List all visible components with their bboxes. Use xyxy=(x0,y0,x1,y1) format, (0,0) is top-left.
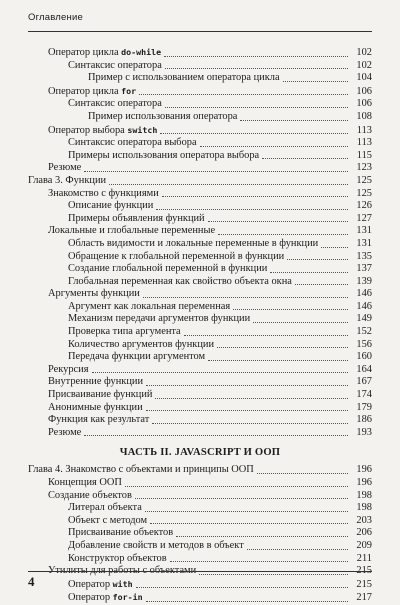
toc-entry-title xyxy=(48,162,81,175)
dot-leader xyxy=(200,146,348,147)
toc-entry-title xyxy=(68,213,205,226)
dot-leader xyxy=(156,209,348,210)
toc-entry-title xyxy=(68,60,162,73)
toc-entry-text: Обращение к глобальной переменной в функции xyxy=(68,250,285,262)
toc-entry-text: Утилиты для работы с объектами xyxy=(48,565,197,577)
toc-entry-title xyxy=(68,578,133,592)
toc-entry xyxy=(28,188,372,201)
toc-entry xyxy=(28,389,372,402)
toc-entry xyxy=(28,326,372,339)
toc-entry-page: 167 xyxy=(356,376,372,388)
toc-entry-page: 113 xyxy=(356,137,372,149)
toc-entry-text: Внутренние функции xyxy=(48,376,144,388)
toc-entry-text: Создание объектов xyxy=(48,489,132,501)
toc-group-part-2 xyxy=(28,464,372,605)
toc-entry-title xyxy=(48,477,122,490)
dot-leader xyxy=(136,587,348,588)
dot-leader xyxy=(262,158,348,159)
toc-entry xyxy=(28,124,372,138)
dot-leader xyxy=(184,335,348,336)
toc-entry xyxy=(28,225,372,238)
toc-entry xyxy=(28,553,372,566)
dot-leader xyxy=(146,385,348,386)
toc-entry-code: switch xyxy=(127,124,158,135)
toc-entry-text: Концепция ООП xyxy=(48,477,122,488)
toc-entry-page: 174 xyxy=(356,389,372,401)
dot-leader xyxy=(240,120,348,121)
toc-entry-text: Оператор цикла xyxy=(48,85,122,97)
toc-entry-text: Локальные и глобальные переменные xyxy=(48,225,216,237)
toc-entry-text: Присваивание объектов xyxy=(68,527,174,539)
dot-leader xyxy=(283,81,348,82)
toc-entry xyxy=(28,72,372,85)
dot-leader xyxy=(287,259,348,260)
toc-entry-text: Резюме xyxy=(48,162,82,174)
toc-entry-title xyxy=(48,389,152,402)
toc-entry-page: 186 xyxy=(356,414,372,426)
toc-entry xyxy=(28,60,372,73)
toc-entry-title xyxy=(28,175,106,188)
toc-entry-page: 203 xyxy=(356,514,372,526)
toc-entry-page: 160 xyxy=(356,351,372,363)
dot-leader xyxy=(253,322,348,323)
toc-entry-text: Глава 3. Функции xyxy=(28,174,107,186)
toc-entry-code: with xyxy=(112,578,133,589)
toc-entry xyxy=(28,111,372,124)
footer-divider xyxy=(28,571,372,572)
toc-entry-title xyxy=(68,540,244,553)
toc-entry-code: for-in xyxy=(112,592,143,603)
toc-entry-text: Пример с использованием оператора цикла xyxy=(88,72,280,84)
toc-entry xyxy=(28,414,372,427)
dot-leader xyxy=(199,574,348,575)
toc-entry-text: Область видимости и локальные переменные в функции xyxy=(68,237,319,249)
toc-entry-text: Синтаксис оператора xyxy=(68,59,162,71)
toc-entry-page: 206 xyxy=(356,527,372,539)
toc-entry-page: 217 xyxy=(356,592,372,604)
toc-entry xyxy=(28,251,372,264)
toc-entry xyxy=(28,213,372,226)
toc-entry xyxy=(28,527,372,540)
toc-entry-page: 131 xyxy=(356,237,372,249)
toc-entry xyxy=(28,46,372,60)
toc-entry xyxy=(28,427,372,440)
toc-entry xyxy=(28,276,372,289)
toc-entry-title xyxy=(68,251,284,264)
toc-entry-text: Механизм передачи аргументов функции xyxy=(68,313,251,325)
toc-entry xyxy=(28,490,372,503)
dot-leader xyxy=(152,423,348,424)
running-header: Оглавление xyxy=(28,12,83,23)
toc-entry-page: 156 xyxy=(356,338,372,350)
toc-entry-title xyxy=(48,46,161,60)
toc-entry-title xyxy=(68,591,143,605)
toc-entry-title xyxy=(68,238,318,251)
toc-entry-page: 125 xyxy=(356,187,372,199)
toc-group-part-1 xyxy=(28,46,372,439)
toc-entry-page: 139 xyxy=(356,275,372,287)
toc-entry-page: 104 xyxy=(356,72,372,84)
toc-entry xyxy=(28,301,372,314)
toc-entry-title xyxy=(28,464,254,477)
page-number: 4 xyxy=(28,574,35,589)
toc-entry xyxy=(28,137,372,150)
toc-entry-text: Количество аргументов функции xyxy=(68,338,215,350)
dot-leader xyxy=(165,68,348,69)
dot-leader xyxy=(146,601,348,602)
toc-entry-page: 215 xyxy=(356,578,372,590)
toc-entry-page: 209 xyxy=(356,539,372,551)
toc-entry xyxy=(28,477,372,490)
toc-entry-text: Резюме xyxy=(48,426,82,438)
toc-entry-page: 146 xyxy=(356,300,372,312)
toc-entry-page: 102 xyxy=(356,59,372,71)
toc-entry xyxy=(28,162,372,175)
toc-entry-page: 198 xyxy=(356,489,372,501)
toc-entry-page: 215 xyxy=(356,565,372,577)
dot-leader xyxy=(139,94,348,95)
toc-entry-title xyxy=(68,502,142,515)
part-title: ЧАСТЬ II. JAVASCRIPT И ООП xyxy=(119,447,281,459)
dot-leader xyxy=(109,184,348,185)
toc-entry-page: 123 xyxy=(356,162,372,174)
toc-entry xyxy=(28,288,372,301)
toc-entry xyxy=(28,238,372,251)
dot-leader xyxy=(208,360,348,361)
dot-leader xyxy=(165,107,348,108)
toc-entry-page: 106 xyxy=(356,85,372,97)
dot-leader xyxy=(145,511,348,512)
dot-leader xyxy=(162,196,348,197)
toc-entry-title xyxy=(68,150,259,163)
dot-leader xyxy=(321,247,348,248)
toc-entry-text: Знакомство с функциями xyxy=(48,187,159,199)
toc-entry-page: 115 xyxy=(356,149,372,161)
toc-entry xyxy=(28,85,372,99)
dot-leader xyxy=(146,410,348,411)
toc-entry-title xyxy=(68,515,147,528)
toc-entry-page: 125 xyxy=(356,174,372,186)
dot-leader xyxy=(217,347,348,348)
dot-leader xyxy=(295,284,348,285)
toc-entry-title xyxy=(48,225,215,238)
dot-leader xyxy=(270,272,348,273)
dot-leader xyxy=(160,133,348,134)
toc-entry-text: Аргументы функции xyxy=(48,288,140,300)
toc-entry-page: 113 xyxy=(356,124,372,136)
toc-entry-text: Описание функции xyxy=(68,200,154,212)
toc-entry-title xyxy=(88,72,280,85)
toc-entry-text: Примеры объявления функций xyxy=(68,212,205,224)
dot-leader xyxy=(208,221,348,222)
toc-entry-title xyxy=(68,98,162,111)
toc-entry-page: 146 xyxy=(356,288,372,300)
toc-entry-title xyxy=(68,326,181,339)
toc-entry-text: Рекурсия xyxy=(48,363,89,375)
toc-entry-title xyxy=(68,553,167,566)
toc-entry-page: 196 xyxy=(356,464,372,476)
toc-entry-page: 108 xyxy=(356,110,372,122)
dot-leader xyxy=(135,498,348,499)
toc-entry-page: 149 xyxy=(356,313,372,325)
toc-entry-title xyxy=(48,124,157,138)
toc-entry xyxy=(28,402,372,415)
toc-entry-title xyxy=(48,402,143,415)
toc-entry xyxy=(28,540,372,553)
toc-entry-title xyxy=(68,527,173,540)
dot-leader xyxy=(218,234,348,235)
toc-entry xyxy=(28,515,372,528)
toc-entry-code: do-while xyxy=(121,47,162,57)
dot-leader xyxy=(233,309,348,310)
toc-entry-text: Оператор xyxy=(68,592,113,604)
toc-entry-text: Оператор выбора xyxy=(48,124,128,136)
toc-entry xyxy=(28,263,372,276)
toc-entry-title xyxy=(68,301,230,314)
dot-leader xyxy=(247,549,348,550)
toc-entry-page: 127 xyxy=(356,212,372,224)
toc-entry-text: Проверка типа аргумента xyxy=(68,326,181,338)
toc-entry xyxy=(28,502,372,515)
dot-leader xyxy=(155,398,348,399)
toc-entry-page: 135 xyxy=(356,250,372,262)
toc-entry-text: Глава 4. Знакомство с объектами и принципы ООП xyxy=(28,464,254,476)
toc-entry-title xyxy=(48,85,136,99)
toc-entry-text: Синтаксис оператора выбора xyxy=(68,137,197,149)
toc-entry xyxy=(28,464,372,477)
toc-entry-title xyxy=(48,188,159,201)
dot-leader xyxy=(84,171,348,172)
toc-entry-page: 106 xyxy=(356,98,372,110)
toc-entry-title xyxy=(48,364,89,377)
toc-entry-text: Синтаксис оператора xyxy=(68,98,162,110)
toc-entry-text: Оператор xyxy=(68,578,113,590)
toc-entry-page: 179 xyxy=(356,401,372,413)
toc-entry-title xyxy=(68,276,292,289)
header-divider xyxy=(28,31,372,32)
toc-entry xyxy=(28,578,372,592)
toc-entry xyxy=(28,339,372,352)
toc-entry xyxy=(28,376,372,389)
toc-entry xyxy=(28,150,372,163)
toc-entry-title xyxy=(48,414,149,427)
toc-entry-page: 164 xyxy=(356,363,372,375)
toc-entry-title xyxy=(68,200,153,213)
toc-entry-page: 102 xyxy=(356,47,372,58)
dot-leader xyxy=(170,561,348,562)
toc-entry-text: Объект с методом xyxy=(68,514,148,526)
toc-entry-text: Оператор цикла xyxy=(48,47,122,58)
toc-entry-title xyxy=(48,376,143,389)
dot-leader xyxy=(125,486,348,487)
toc-entry xyxy=(28,200,372,213)
toc-entry-text: Передача функции аргументом xyxy=(68,351,206,363)
toc-entry xyxy=(28,98,372,111)
dot-leader xyxy=(84,435,348,436)
toc-entry-title xyxy=(88,111,237,124)
toc-entry-page: 126 xyxy=(356,200,372,212)
toc-entry-page: 196 xyxy=(356,477,372,488)
toc-entry-title xyxy=(68,263,267,276)
toc-entry-text: Примеры использования оператора выбора xyxy=(68,149,260,161)
toc-entry-title xyxy=(68,313,250,326)
toc-entry-title xyxy=(48,427,81,440)
toc-entry-text: Аргумент как локальная переменная xyxy=(68,300,231,312)
toc-entry-text: Глобальная переменная как свойство объекта окна xyxy=(68,275,292,287)
toc-entry-text: Создание глобальной переменной в функции xyxy=(68,263,268,275)
toc-entry-page: 193 xyxy=(356,426,372,438)
dot-leader xyxy=(150,523,348,524)
toc-entry-text: Добавление свойств и методов в объект xyxy=(68,539,244,551)
toc-entry-page: 131 xyxy=(356,225,372,237)
toc-entry xyxy=(28,351,372,364)
dot-leader xyxy=(92,372,349,373)
table-of-contents xyxy=(28,46,372,605)
dot-leader xyxy=(143,297,348,298)
dot-leader xyxy=(176,536,348,537)
toc-entry-title xyxy=(68,137,197,150)
toc-entry-page: 152 xyxy=(356,326,372,338)
dot-leader xyxy=(164,56,348,57)
toc-entry-text: Функция как результат xyxy=(48,414,150,426)
toc-entry xyxy=(28,175,372,188)
toc-entry-text: Конструктор объектов xyxy=(68,552,167,564)
toc-entry-page: 137 xyxy=(356,263,372,275)
toc-entry-page: 198 xyxy=(356,502,372,514)
toc-entry-title xyxy=(48,288,140,301)
toc-entry-text: Пример использования оператора xyxy=(88,110,238,122)
toc-entry xyxy=(28,364,372,377)
toc-entry xyxy=(28,313,372,326)
toc-entry-title xyxy=(48,490,132,503)
toc-entry-page: 211 xyxy=(356,552,372,564)
toc-entry-title xyxy=(68,351,205,364)
toc-entry-text: Анонимные функции xyxy=(48,401,143,413)
toc-entry xyxy=(28,591,372,605)
toc-entry-code: for xyxy=(121,85,137,96)
toc-entry-text: Присваивание функций xyxy=(48,389,153,401)
dot-leader xyxy=(257,473,348,474)
toc-entry-title xyxy=(68,339,214,352)
toc-entry-text: Литерал объекта xyxy=(68,502,142,514)
